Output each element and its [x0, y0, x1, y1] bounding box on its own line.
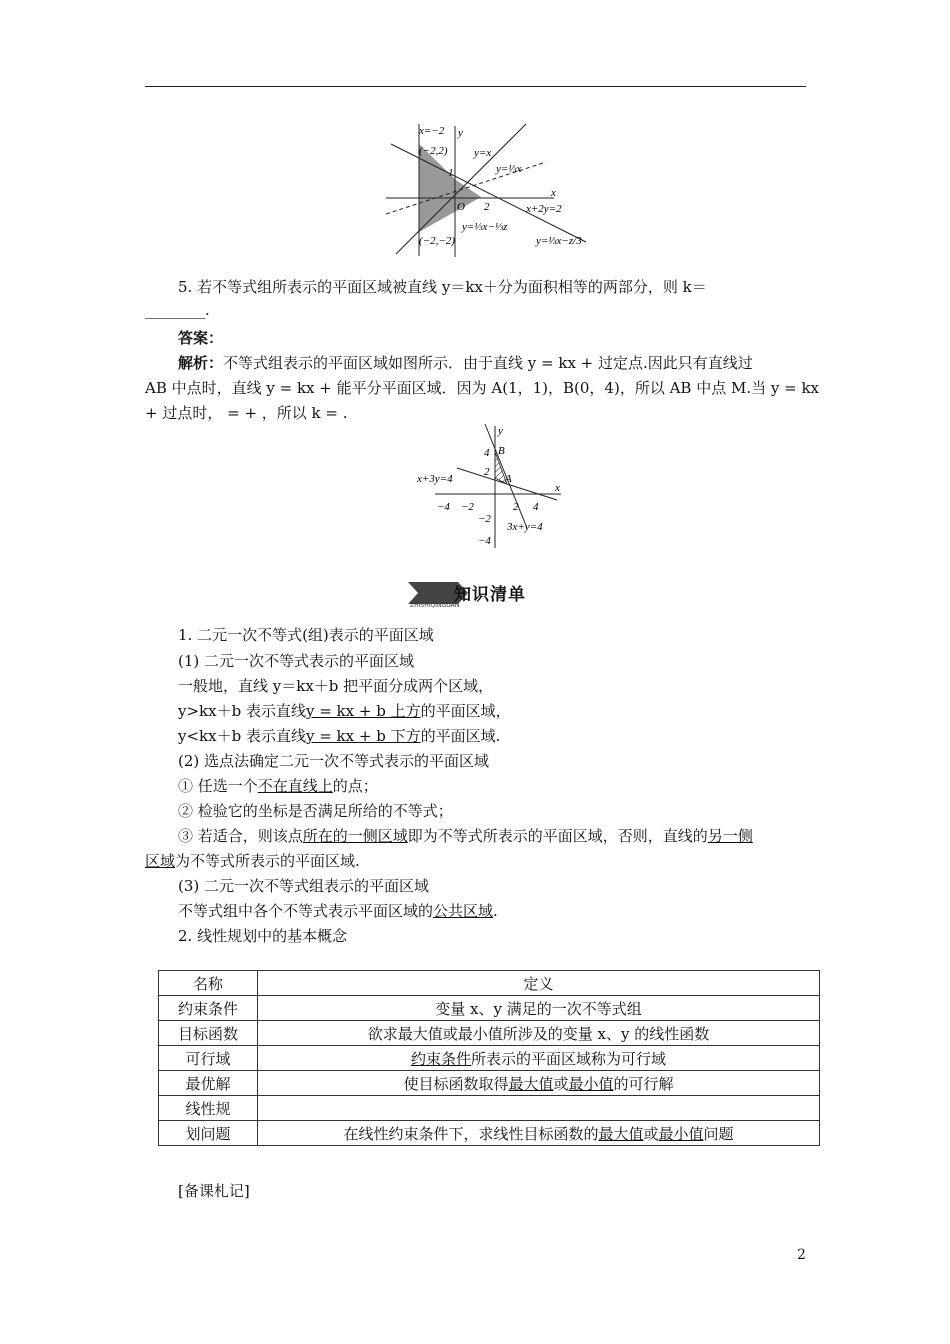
section1-step1	[178, 775, 378, 796]
banner-title: 知识清单	[454, 585, 526, 605]
analysis-line3: + 过点时， = + ，所以 k = .	[145, 404, 348, 422]
table-cell: 约束条件	[159, 996, 258, 1021]
r3-text: 所表示的平面区域称为可行域	[471, 1049, 667, 1068]
p3-text-b: 的平面区域.	[420, 727, 501, 745]
r4-mid: 或	[553, 1074, 569, 1093]
lbl-neg4-y: −4	[478, 535, 491, 547]
lbl-neg4-x: −4	[437, 501, 450, 513]
r6-underline1: 最大值	[598, 1124, 644, 1143]
lbl-y: y	[498, 425, 503, 437]
s1-underline: 不在直线上	[257, 777, 333, 795]
section1-step3	[178, 825, 753, 846]
table-cell	[258, 1046, 820, 1071]
lbl-origin: O	[457, 201, 465, 213]
section1-step2: ② 检验它的坐标是否满足所给的不等式；	[178, 802, 453, 820]
lbl-A: A	[505, 473, 512, 485]
knowledge-banner	[408, 576, 556, 610]
lbl-one: 1	[448, 167, 454, 179]
p2-underline: y = kx + b 上方	[305, 702, 421, 720]
p2-text-a: y>kx＋b 表示直线	[178, 702, 306, 720]
r6-underline2: 最小值	[658, 1124, 704, 1143]
table-row	[159, 1046, 820, 1071]
r6-text-a: 在线性约束条件下，求线性目标函数的	[343, 1124, 599, 1143]
section1-p4	[178, 900, 498, 921]
table-cell: 可行域	[159, 1046, 258, 1071]
banner-pinyin: ZHISHIQINGDAN	[410, 602, 460, 609]
lbl-neg2-y: −2	[478, 513, 491, 525]
question-5-line1: 5. 若不等式组所表示的平面区域被直线 y＝kx＋分为面积相等的两部分，则 k＝	[178, 278, 707, 296]
table-row	[159, 1021, 820, 1046]
r4-text-b: 的可行解	[613, 1074, 674, 1093]
lbl-x2y2: x+2y=2	[526, 203, 562, 215]
lbl-x-eq-neg2: x=−2	[419, 125, 445, 137]
lbl-x: x	[555, 482, 560, 494]
table-row	[159, 1071, 820, 1096]
section1-sub3: (3) 二元一次不等式组表示的平面区域	[178, 877, 430, 895]
analysis-label: 解析：	[178, 354, 224, 372]
lbl-two: 2	[484, 201, 490, 213]
lbl-x3y4: x+3y=4	[417, 473, 453, 485]
table-cell: 目标函数	[159, 1021, 258, 1046]
lbl-neg2-x: −2	[461, 501, 474, 513]
r6-mid: 或	[643, 1124, 659, 1143]
table-header-definition: 定义	[258, 971, 820, 996]
line-y-eq-x	[396, 124, 526, 254]
lbl-3xy4: 3x+y=4	[507, 521, 543, 533]
page-number: 2	[797, 1247, 806, 1263]
lbl-four-y: 4	[484, 447, 490, 459]
lbl-y-eq-x: y=x	[474, 147, 492, 159]
p3-text-a: y<kx＋b 表示直线	[178, 727, 306, 745]
lbl-B: B	[498, 445, 505, 457]
answer-label: 答案：	[178, 329, 224, 347]
lbl-x-axis: x	[551, 187, 556, 199]
lbl-two-y: 2	[484, 466, 490, 478]
lbl-pt-neg2-2: (−2,2)	[419, 145, 448, 157]
table-cell	[258, 1096, 820, 1121]
lbl-y-axis: y	[458, 127, 463, 139]
table-cell	[258, 1121, 820, 1146]
lbl-y-third-x-z3: y=⅓x−z/3	[536, 235, 582, 247]
r3-underline: 约束条件	[410, 1049, 471, 1068]
s4-underline: 区域	[145, 852, 176, 870]
section1-p1: 一般地，直线 y＝kx＋b 把平面分成两个区域，	[178, 677, 494, 695]
table-cell	[258, 1071, 820, 1096]
section1-sub1: (1) 二元一次不等式表示的平面区域	[178, 652, 415, 670]
p2-text-b: 的平面区域，	[420, 702, 511, 720]
r4-underline1: 最大值	[508, 1074, 554, 1093]
analysis-line2: AB 中点时，直线 y = kx + 能平分平面区域．因为 A(1，1)，B(0，4)，所以 AB 中点 M.当 y = kx	[145, 379, 820, 397]
s3-text-a: ③ 若适合，则该点	[178, 827, 303, 845]
table-row	[159, 996, 820, 1021]
lbl-y-third-x: y=⅓x	[496, 163, 522, 175]
table-row	[159, 1096, 820, 1121]
table-header-name: 名称	[159, 971, 258, 996]
section2-title: 2. 线性规划中的基本概念	[178, 927, 348, 945]
section1-p3	[178, 725, 500, 746]
lbl-four-x: 4	[533, 501, 539, 513]
line-y-third-x	[386, 162, 546, 214]
s3-underline: 所在的一侧区域	[302, 827, 408, 845]
table-row	[159, 1121, 820, 1146]
concept-table	[158, 970, 820, 1146]
figure-feasible-region-2	[415, 422, 565, 552]
lbl-pt-neg2-neg2: (−2,−2)	[419, 235, 455, 247]
figure-feasible-region-1	[386, 122, 608, 258]
s4-text-b: 为不等式所表示的平面区域.	[175, 852, 360, 870]
table-cell: 线性规	[159, 1096, 258, 1121]
section1-step3-cont	[145, 850, 360, 871]
s1-text-b: 的点；	[332, 777, 378, 795]
r4-underline2: 最小值	[568, 1074, 614, 1093]
question-5-blank: ________.	[145, 301, 210, 319]
table-cell: 变量 x、y 满足的一次不等式组	[258, 996, 820, 1021]
lesson-notes-label: [备课札记]	[178, 1182, 250, 1200]
p3-underline: y = kx + b 下方	[305, 727, 421, 745]
table-cell: 最优解	[159, 1071, 258, 1096]
table-header-row	[159, 971, 820, 996]
p4-underline: 公共区域	[433, 902, 494, 920]
section1-sub2: (2) 选点法确定二元一次不等式表示的平面区域	[178, 752, 490, 770]
header-rule	[145, 86, 806, 87]
s1-text-a: ① 任选一个	[178, 777, 258, 795]
lbl-y-third-x-z: y=⅓x−⅓z	[462, 221, 508, 233]
r6-text-b: 问题	[703, 1124, 734, 1143]
analysis-line1	[178, 352, 753, 373]
section1-p2	[178, 700, 511, 721]
p4-text-a: 不等式组中各个不等式表示平面区域的	[178, 902, 434, 920]
table-cell: 划问题	[159, 1121, 258, 1146]
r4-text-a: 使目标函数取得	[403, 1074, 509, 1093]
table-cell: 欲求最大值或最小值所涉及的变量 x、y 的线性函数	[258, 1021, 820, 1046]
s3-underline2: 另一侧	[707, 827, 753, 845]
s3-text-b: 即为不等式所表示的平面区域，否则，直线的	[407, 827, 708, 845]
section1-title: 1. 二元一次不等式(组)表示的平面区域	[178, 626, 434, 644]
shaded-region	[419, 144, 481, 232]
analysis-text1: 不等式组表示的平面区域如图所示．由于直线 y = kx + 过定点.因此只有直线过	[223, 354, 753, 372]
lbl-two-x: 2	[513, 501, 519, 513]
p4-text-b: .	[493, 902, 498, 920]
